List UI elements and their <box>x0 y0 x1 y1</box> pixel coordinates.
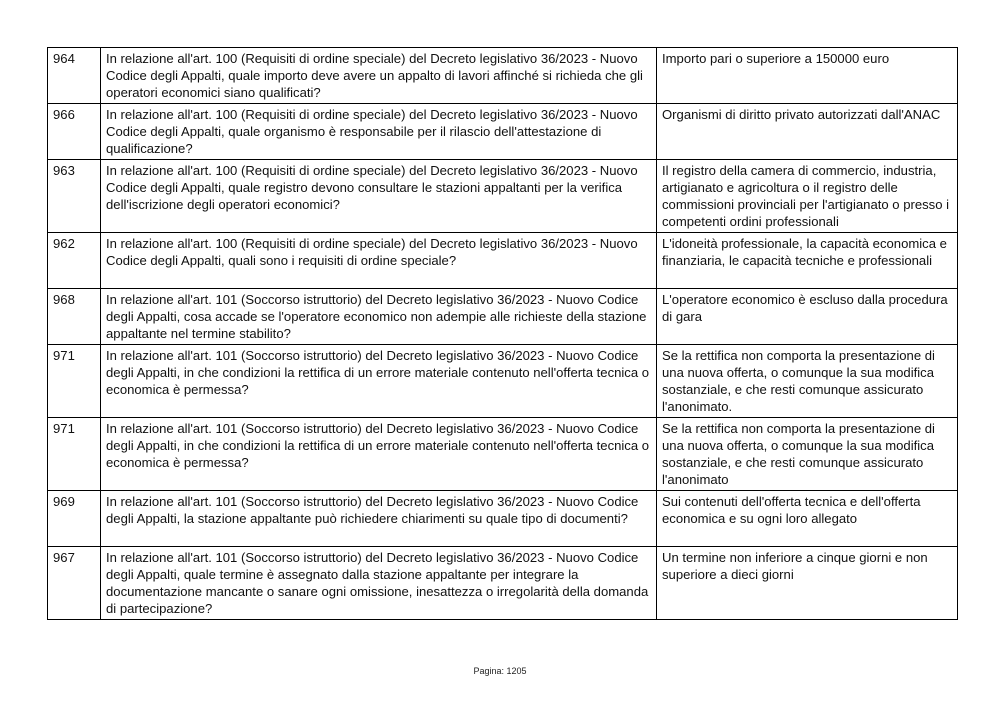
table-row <box>48 418 958 491</box>
answer-text: Sui contenuti dell'offerta tecnica e dell'offerta economica e su ogni loro allegato <box>657 491 958 547</box>
answer-text: Se la rettifica non comporta la presentazione di una nuova offerta, o comunque la sua modifica sostanziale, e che resti comunque assicurato l'anonimato. <box>657 345 958 418</box>
question-number: 971 <box>48 418 101 491</box>
table-row <box>48 104 958 160</box>
question-text: In relazione all'art. 101 (Soccorso istruttorio) del Decreto legislativo 36/2023 - Nuovo Codice degli Appalti, cosa accade se l'operatore economico non adempie alle richieste della stazione appaltante nel termine stabilito? <box>101 289 657 345</box>
question-number: 969 <box>48 491 101 547</box>
answer-text: Il registro della camera di commercio, industria, artigianato e agricoltura o il registro delle commissioni provinciali per l'artigianato o presso i competenti ordini professionali <box>657 160 958 233</box>
table-row <box>48 345 958 418</box>
table-row <box>48 233 958 289</box>
table-row <box>48 48 958 104</box>
question-text: In relazione all'art. 101 (Soccorso istruttorio) del Decreto legislativo 36/2023 - Nuovo Codice degli Appalti, in che condizioni la rettifica di un errore materiale contenuto nell'offerta tecnica o economica è permessa? <box>101 345 657 418</box>
question-number: 966 <box>48 104 101 160</box>
question-text: In relazione all'art. 100 (Requisiti di ordine speciale) del Decreto legislativo 36/2023 - Nuovo Codice degli Appalti, quali sono i requisiti di ordine speciale? <box>101 233 657 289</box>
answer-text: Importo pari o superiore a 150000 euro <box>657 48 958 104</box>
question-text: In relazione all'art. 101 (Soccorso istruttorio) del Decreto legislativo 36/2023 - Nuovo Codice degli Appalti, la stazione appaltante può richiedere chiarimenti su quale tipo di documenti? <box>101 491 657 547</box>
qa-table <box>47 47 958 620</box>
answer-text: Un termine non inferiore a cinque giorni e non superiore a dieci giorni <box>657 547 958 620</box>
question-text: In relazione all'art. 101 (Soccorso istruttorio) del Decreto legislativo 36/2023 - Nuovo Codice degli Appalti, quale termine è assegnato dalla stazione appaltante per integrare la documentazione mancante o sanare ogni omissione, inesattezza o irregolarità della domanda di partecipazione? <box>101 547 657 620</box>
page-number: Pagina: 1205 <box>473 666 527 676</box>
question-number: 964 <box>48 48 101 104</box>
table-row <box>48 547 958 620</box>
question-number: 968 <box>48 289 101 345</box>
question-number: 963 <box>48 160 101 233</box>
question-number: 967 <box>48 547 101 620</box>
question-text: In relazione all'art. 101 (Soccorso istruttorio) del Decreto legislativo 36/2023 - Nuovo Codice degli Appalti, in che condizioni la rettifica di un errore materiale contenuto nell'offerta tecnica o economica è permessa? <box>101 418 657 491</box>
question-text: In relazione all'art. 100 (Requisiti di ordine speciale) del Decreto legislativo 36/2023 - Nuovo Codice degli Appalti, quale organismo è responsabile per il rilascio dell'attestazione di qualificazione? <box>101 104 657 160</box>
answer-text: Organismi di diritto privato autorizzati dall'ANAC <box>657 104 958 160</box>
question-text: In relazione all'art. 100 (Requisiti di ordine speciale) del Decreto legislativo 36/2023 - Nuovo Codice degli Appalti, quale importo deve avere un appalto di lavori affinché si richieda che gli operatori economici siano qualificati? <box>101 48 657 104</box>
table-row <box>48 289 958 345</box>
qa-table-body <box>48 48 958 620</box>
table-row <box>48 160 958 233</box>
question-text: In relazione all'art. 100 (Requisiti di ordine speciale) del Decreto legislativo 36/2023 - Nuovo Codice degli Appalti, quale registro devono consultare le stazioni appaltanti per la verifica dell'iscrizione degli operatori economici? <box>101 160 657 233</box>
answer-text: L'idoneità professionale, la capacità economica e finanziaria, le capacità tecniche e professionali <box>657 233 958 289</box>
question-number: 962 <box>48 233 101 289</box>
answer-text: Se la rettifica non comporta la presentazione di una nuova offerta, o comunque la sua modifica sostanziale, e che resti comunque assicurato l'anonimato <box>657 418 958 491</box>
answer-text: L'operatore economico è escluso dalla procedura di gara <box>657 289 958 345</box>
question-number: 971 <box>48 345 101 418</box>
table-row <box>48 491 958 547</box>
